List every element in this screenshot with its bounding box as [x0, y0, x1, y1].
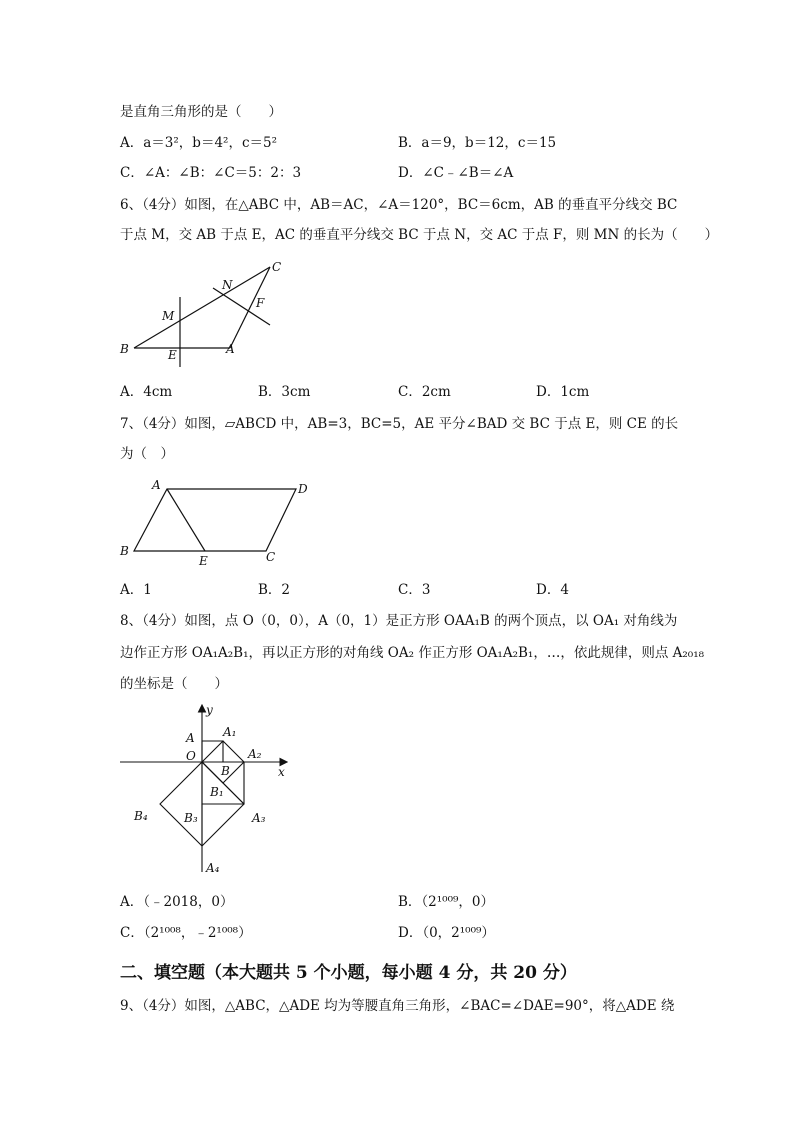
q7-label-d: D	[298, 482, 308, 496]
q7-option-b: B．2	[258, 582, 291, 598]
q8-option-a: A．（﹣2018，0）	[120, 894, 234, 910]
q8-label-o: O	[186, 749, 196, 763]
q8-stem-line3: 的坐标是（ ）	[120, 676, 228, 692]
q6-option-b: B．3cm	[258, 384, 311, 400]
q8-label-y: y	[206, 703, 213, 717]
q8-label-b3: B₃	[184, 811, 198, 825]
q8-option-d: D．（0，2¹⁰⁰⁹）	[398, 925, 495, 941]
q8-label-a3: A₃	[252, 811, 266, 825]
q8-label-a4: A₄	[206, 861, 220, 875]
q7-label-c: C	[266, 550, 276, 564]
q5-option-d: D．∠C﹣∠B＝∠A	[398, 165, 514, 181]
q7-option-c: C．3	[398, 582, 431, 598]
q8-label-b: B	[221, 764, 230, 778]
q7-stem-line1: 7、（4分）如图，▱ABCD 中，AB=3，BC=5，AE 平分∠BAD 交 BC 于点 E，则 CE 的长	[120, 416, 679, 432]
q6-option-a: A．4cm	[120, 384, 173, 400]
q8-option-c: C．（2¹⁰⁰⁸，﹣2¹⁰⁰⁸）	[120, 925, 252, 941]
q6-figure	[110, 255, 300, 370]
q7-parallelogram-abcd	[134, 489, 296, 551]
q6-label-a: A	[226, 342, 235, 356]
q8-label-a: A	[186, 731, 195, 745]
q6-stem-line2: 于点 M，交 AB 于点 E，AC 的垂直平分线交 BC 于点 N，交 AC 于点 F，则 MN 的长为（ ）	[120, 227, 719, 243]
q5-option-a: A．a＝3²，b＝4²，c＝5²	[120, 135, 278, 151]
q6-label-c: C	[272, 260, 282, 274]
q8-stem-line1: 8、（4分）如图，点 O（0，0），A（0，1）是正方形 OAA₁B 的两个顶点，以 OA₁ 对角线为	[120, 613, 678, 629]
q6-label-e: E	[168, 348, 177, 362]
q7-option-d: D．4	[536, 582, 569, 598]
q5-option-c: C．∠A：∠B：∠C＝5：2：3	[120, 165, 302, 181]
q7-stem-line2: 为（ ）	[120, 446, 174, 462]
q8-figure	[110, 700, 300, 880]
q8-label-b1: B₁	[210, 785, 224, 799]
q8-option-b: B．（2¹⁰⁰⁹，0）	[398, 894, 494, 910]
q9-stem-line1: 9、（4分）如图，△ABC，△ADE 均为等腰直角三角形，∠BAC=∠DAE=90°，将△ADE 绕	[120, 998, 675, 1014]
q7-label-e: E	[199, 554, 208, 568]
q6-label-n: N	[222, 278, 233, 292]
q6-label-m: M	[162, 309, 175, 323]
q6-option-d: D．1cm	[536, 384, 590, 400]
q6-label-b: B	[120, 342, 129, 356]
q6-stem-line1: 6、（4分）如图，在△ABC 中，AB＝AC，∠A＝120°，BC＝6cm，AB 的垂直平分线交 BC	[120, 197, 678, 213]
q5-stem-tail: 是直角三角形的是（ ）	[120, 104, 282, 120]
q7-figure	[110, 473, 320, 573]
q8-label-x: x	[278, 765, 285, 779]
q7-option-a: A．1	[120, 582, 152, 598]
section-heading-fill-in: 二、填空题（本大题共 5 个小题，每小题 4 分，共 20 分）	[120, 963, 577, 983]
q7-label-b: B	[120, 544, 129, 558]
q6-option-c: C．2cm	[398, 384, 451, 400]
q5-option-b: B．a＝9，b＝12，c＝15	[398, 135, 557, 151]
q7-segment-ae	[167, 489, 205, 551]
q8-stem-line2: 边作正方形 OA₁A₂B₁，再以正方形的对角线 OA₂ 作正方形 OA₁A₂B₁，…，依此规律，则点 A₂₀₁₈	[120, 645, 705, 661]
q8-label-a1: A₁	[223, 725, 237, 739]
q8-label-a2: A₂	[248, 747, 262, 761]
q6-label-f: F	[256, 296, 265, 310]
q8-label-b4: B₄	[134, 809, 148, 823]
q7-label-a: A	[152, 478, 161, 492]
